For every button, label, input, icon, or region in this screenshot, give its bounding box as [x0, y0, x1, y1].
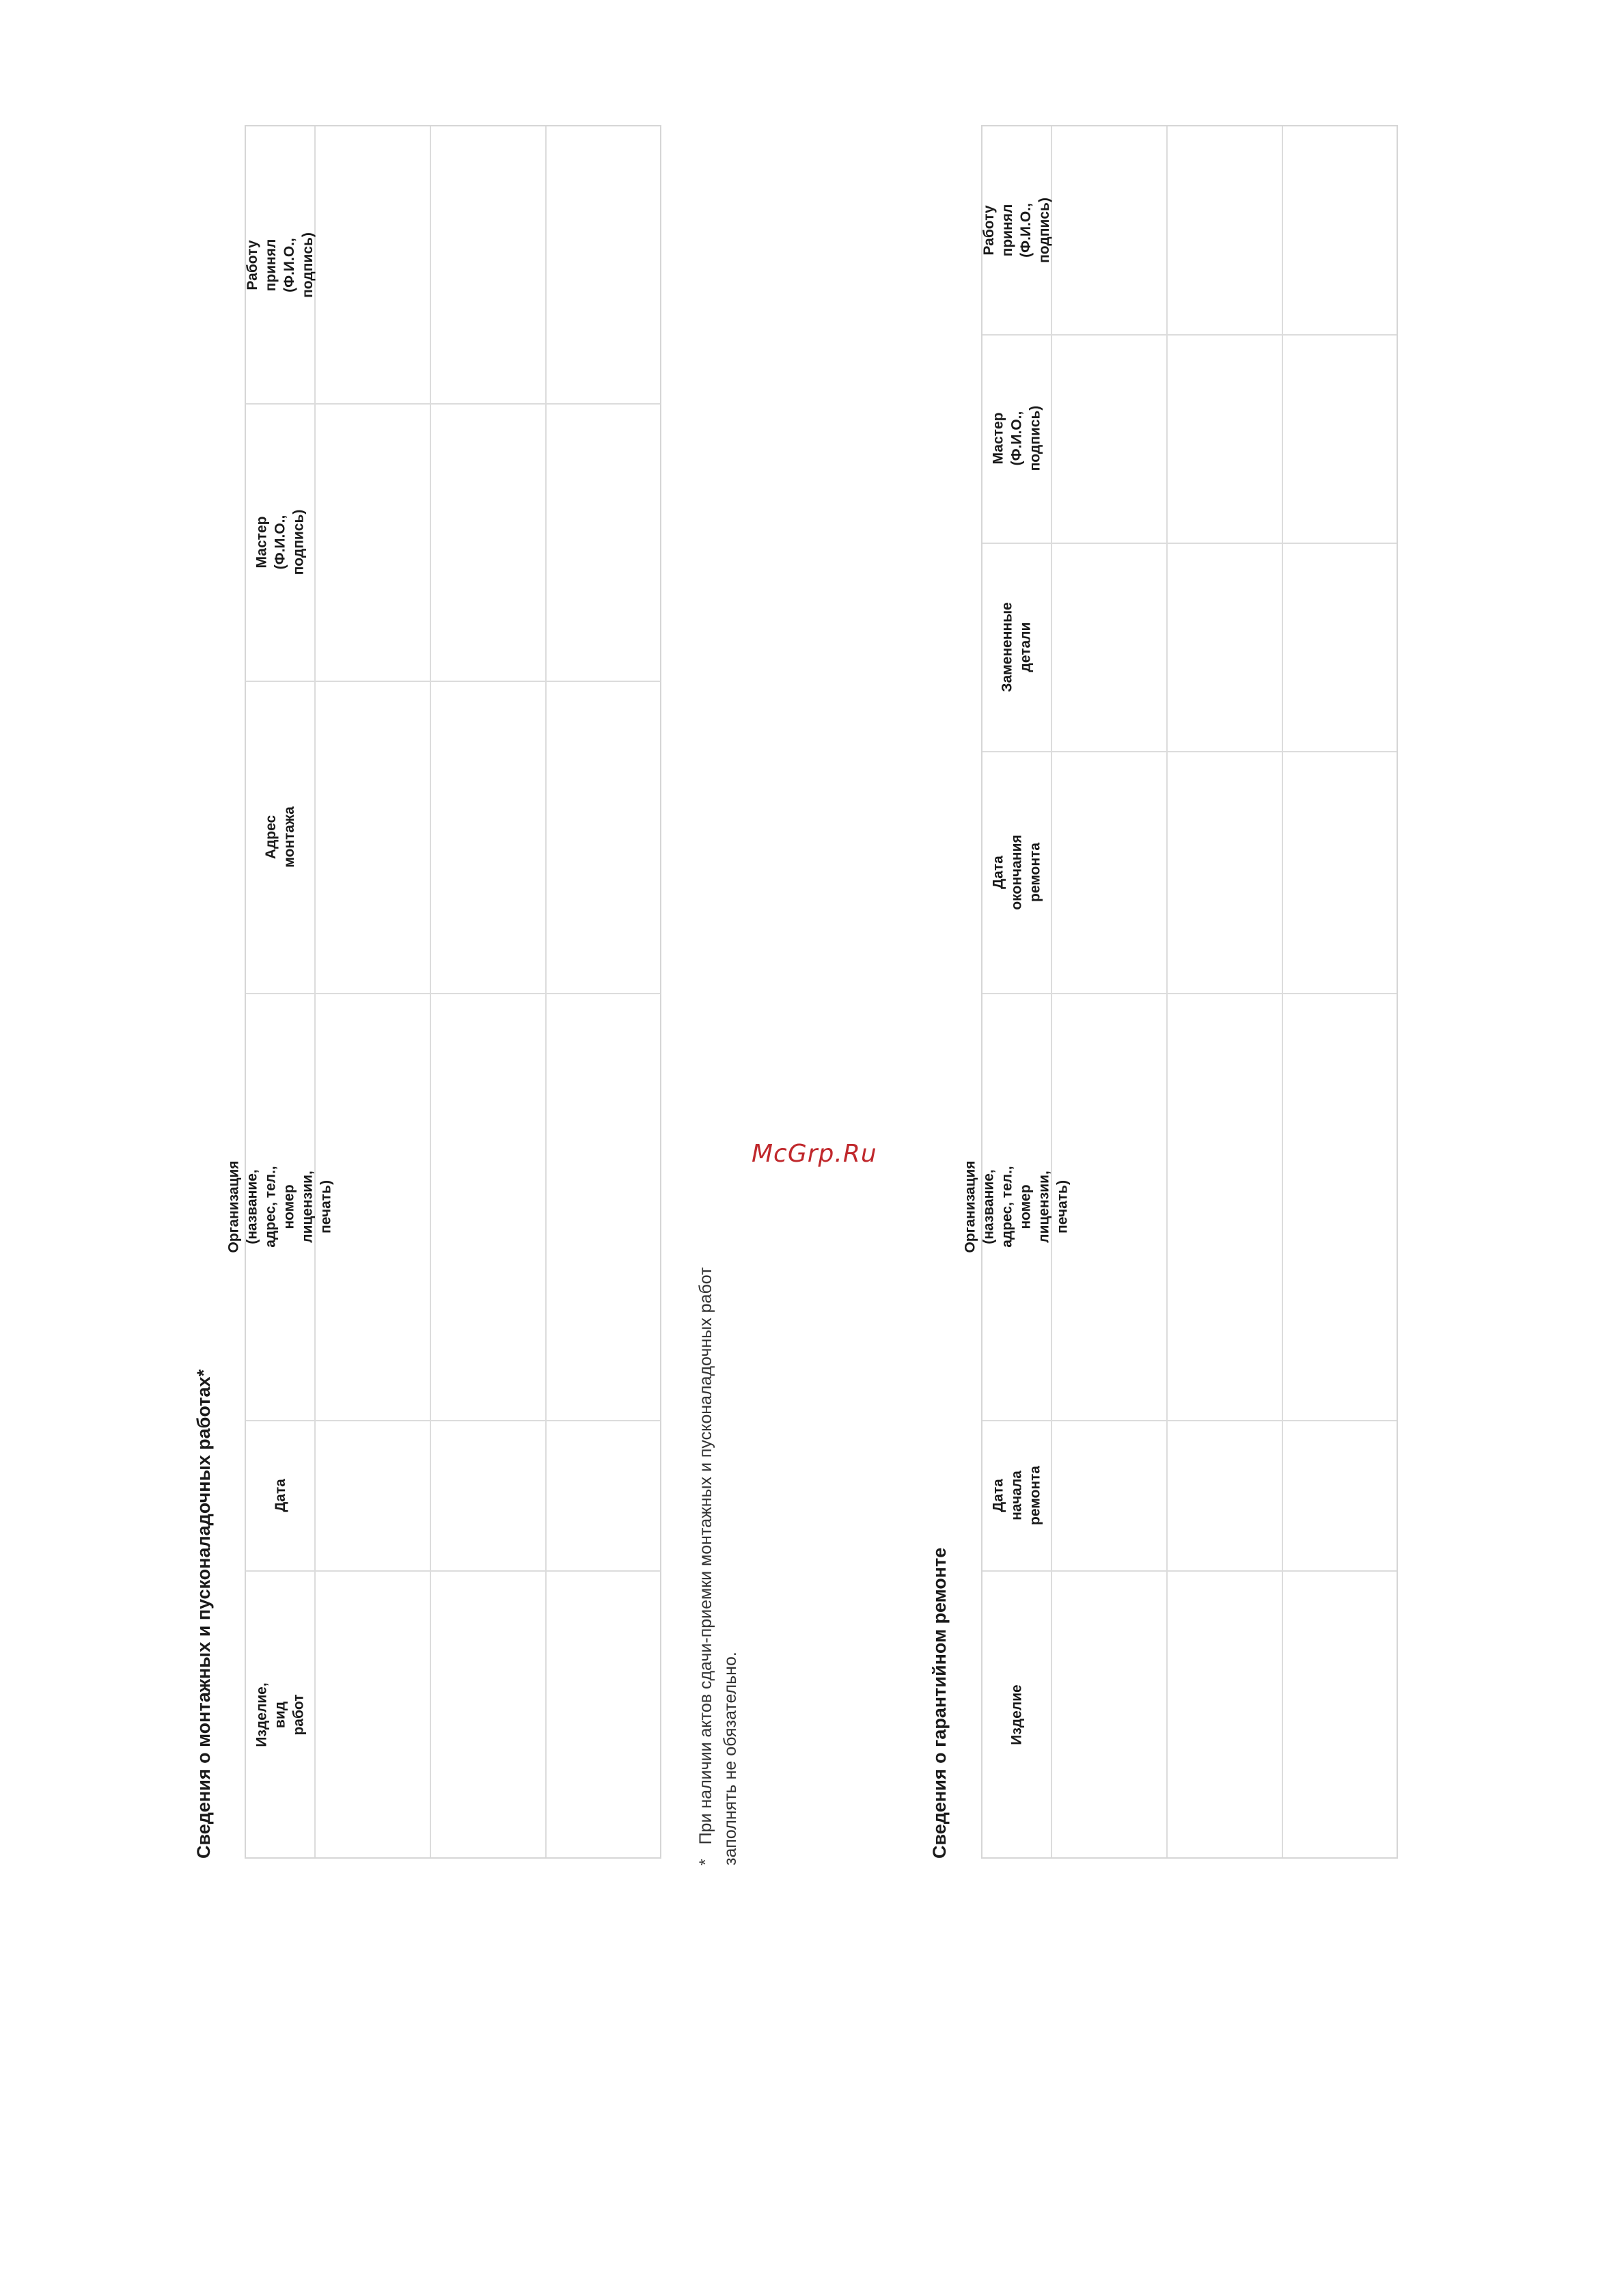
- warranty-header-start-date: Дата начала ремонта: [990, 1465, 1043, 1525]
- warranty-header-end-date: Дата окончания ремонта: [990, 834, 1043, 910]
- warranty-header-master: Мастер (Ф.И.О., подпись): [990, 405, 1043, 472]
- watermark-logo: McGrp.Ru: [752, 1140, 877, 1168]
- installation-header-master: Мастер (Ф.И.О., подпись): [253, 509, 307, 575]
- warranty-table: [963, 125, 1398, 1859]
- warranty-header-organization: Организация (название, адрес, тел., номер лицензии, печать): [963, 1160, 1071, 1253]
- warranty-title: Сведения о гарантийном ремонте: [929, 1547, 950, 1859]
- footnote-marker: *: [696, 1859, 715, 1866]
- installation-header-date: Дата: [272, 1478, 288, 1512]
- warranty-header-product: Изделие: [1008, 1684, 1025, 1745]
- installation-header-product: Изделие, вид работ: [253, 1682, 307, 1747]
- footnote: [693, 1182, 743, 1866]
- warranty-header-accepted: Работу принял (Ф.И.О., подпись): [981, 197, 1052, 263]
- installation-header-accepted: Работу принял (Ф.И.О., подпись): [245, 232, 316, 298]
- warranty-header-replaced-parts: Замененные детали: [1000, 601, 1034, 692]
- installation-table: [226, 125, 661, 1859]
- footnote-text: При наличии актов сдачи-приемки монтажных и пусконаладочных работ заполнять не обязательно.: [696, 1267, 740, 1866]
- installation-header-organization: Организация (название, адрес, тел., номер лицензии, печать): [226, 1160, 335, 1253]
- installation-title: Сведения о монтажных и пусконаладочных работах*: [193, 1369, 214, 1859]
- installation-header-address: Адрес монтажа: [263, 806, 297, 868]
